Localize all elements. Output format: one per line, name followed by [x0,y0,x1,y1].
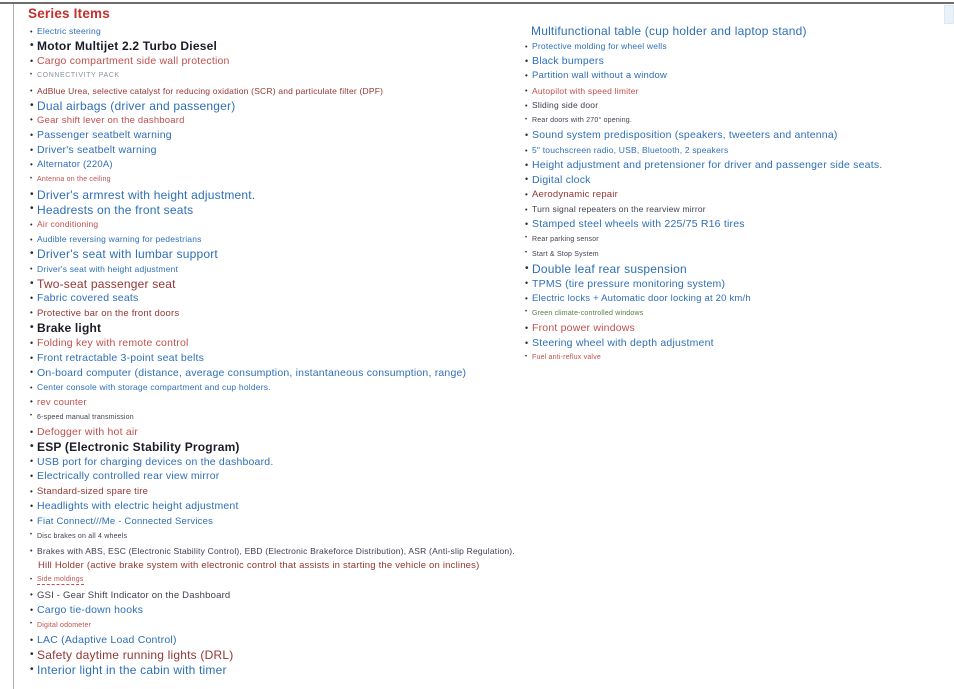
item-text: Multifunctional table (cup holder and laptop stand) [531,24,807,39]
list-item [525,202,950,217]
item-text: Green climate-controlled windows [532,309,644,317]
list-item [525,24,950,39]
item-text: Hill Holder (active brake system with electronic control that assists in starting the vehicle on inclines) [38,560,480,572]
list-item [30,128,525,143]
item-text: Electric locks + Automatic door locking at 20 km/h [532,292,751,304]
bullet-icon: • [30,383,33,393]
list-item [30,39,525,54]
list-item [525,351,950,366]
list-item [525,143,950,158]
item-text: Two-seat passenger seat [37,276,176,291]
bullet-icon: • [30,247,34,259]
bullet-icon: • [30,663,34,675]
bullet-icon: • [30,367,34,378]
bullet-icon: • [30,440,34,452]
bullet-icon: • [30,71,33,78]
item-text: Electrically controlled rear view mirror [37,470,220,483]
item-text: Fiat Connect///Me - Connected Services [37,515,214,527]
bullet-icon: • [30,486,34,496]
list-item [30,143,525,158]
list-item [30,558,525,573]
bullet-icon: • [30,277,34,289]
list-item [30,83,525,98]
top-border-divider [0,2,954,4]
list-item [30,351,525,366]
list-item [525,276,950,291]
bullet-icon: • [30,293,34,304]
item-text: Brake light [37,321,102,336]
list-item [30,499,525,514]
list-item [30,484,525,499]
list-item [525,336,950,351]
scrollbar-thumb[interactable] [944,5,954,24]
bullet-icon: • [30,203,34,215]
item-text: Protective molding for wheel wells [532,41,667,52]
item-text: Driver's seat with height adjustment [37,263,179,274]
list-item [30,425,525,440]
item-text: Disc brakes on all 4 wheels [37,532,128,540]
bullet-icon: • [525,204,528,214]
item-text: Folding key with remote control [37,336,189,349]
item-text: Brakes with ABS, ESC (Electronic Stability Control), EBD (Electronic Brakeforce Distribution), ASR (Anti-slip Regulation). [37,545,515,556]
list-item [30,202,525,217]
list-item [30,365,525,380]
bullet-icon: • [30,621,33,628]
list-item [525,69,950,84]
item-text: Steering wheel with depth adjustment [532,336,714,349]
bullet-icon: • [30,188,34,200]
item-text: Fuel anti-reflux valve [532,354,601,362]
item-text: Air conditioning [37,219,99,230]
list-item [30,276,525,291]
list-item [30,529,525,544]
bullet-icon: • [30,576,33,583]
list-item [30,410,525,425]
bullet-icon: • [30,99,34,111]
list-item [30,336,525,351]
list-item [525,232,950,247]
bullet-icon: • [525,309,528,316]
item-text: Black bumpers [532,54,605,67]
list-item [30,158,525,173]
list-item [30,187,525,202]
bullet-icon: • [30,634,34,645]
bullet-icon: • [525,116,528,123]
item-text: 6-speed manual transmission [37,413,134,421]
item-text: Gear shift lever on the dashboard [37,114,185,126]
item-text: Driver's armrest with height adjustment. [37,187,256,202]
list-item [525,262,950,277]
bullet-icon: • [30,129,34,140]
list-item [525,83,950,98]
page-title: Series Items [28,6,110,21]
item-text: Protective bar on the front doors [37,307,180,319]
bullet-icon: • [525,218,529,229]
bullet-icon: • [525,354,528,360]
list-item [30,262,525,277]
item-text: Cargo compartment side wall protection [37,54,230,67]
list-item [525,187,950,202]
list-item [30,113,525,128]
item-text: Turn signal repeaters on the rearview mirror [532,204,706,215]
bullet-icon: • [30,500,34,511]
item-text: Aerodynamic repair [532,188,618,200]
item-text: Headrests on the front seats [37,202,194,217]
item-text: Front retractable 3-point seat belts [37,351,205,364]
item-text: Side moldings [37,576,84,584]
item-text: Headlights with electric height adjustment [37,500,239,513]
list-item [30,24,525,39]
item-text: GSI - Gear Shift Indicator on the Dashboard [37,589,231,601]
item-text: Sound system predisposition (speakers, tweeters and antenna) [532,129,838,142]
item-text: Dual airbags (driver and passenger) [37,98,236,113]
list-item [30,232,525,247]
item-text: Digital odometer [37,621,92,629]
item-text: AdBlue Urea, selective catalyst for reducing oxidation (SCR) and particulate filter (DPF) [37,85,384,96]
bullet-icon: • [30,144,34,155]
list-item [525,39,950,54]
bullet-icon: • [525,101,528,111]
item-text: On-board computer (distance, average consumption, instantaneous consumption, range) [37,366,467,379]
list-item [525,113,950,128]
item-text: Rear parking sensor [532,235,599,243]
list-item [525,217,950,232]
item-text: Front power windows [532,322,636,335]
list-item [30,469,525,484]
bullet-icon: • [30,26,33,36]
bullet-icon: • [30,337,34,348]
item-text: Defogger with hot air [37,425,139,438]
list-item [525,291,950,306]
list-item [30,588,525,603]
item-text: Fabric covered seats [37,292,139,305]
bullet-icon: • [30,115,34,125]
list-item [30,321,525,336]
item-text: 5" touchscreen radio, USB, Bluetooth, 2 speakers [532,144,729,155]
bullet-icon: • [525,235,528,242]
item-text: Audible reversing warning for pedestrians [37,233,202,244]
item-text: rev counter [37,396,87,408]
list-item [30,98,525,113]
bullet-icon: • [525,293,529,303]
bullet-icon: • [30,159,34,169]
list-item [30,603,525,618]
list-item [30,54,525,69]
left-border-divider [13,4,14,689]
bullet-icon: • [30,648,34,660]
bullet-icon: • [30,175,33,182]
item-text: Cargo tie-down hooks [37,604,144,617]
list-item [30,573,525,588]
item-text: Antenna on the ceiling [37,176,111,184]
list-item [525,158,950,173]
bullet-icon: • [525,145,528,155]
list-item [30,247,525,262]
bullet-icon: • [30,234,33,244]
bullet-icon: • [525,189,529,199]
bullet-icon: • [30,352,34,363]
bullet-icon: • [525,70,529,80]
list-item [30,662,525,677]
list-item [30,395,525,410]
bullet-icon: • [525,55,529,66]
item-text: Sliding side door [532,100,599,111]
bullet-icon: • [30,264,33,274]
list-item [525,306,950,321]
feature-list-right-column [525,24,950,365]
list-item [525,98,950,113]
item-text: Autopilot with speed limiter [532,85,639,96]
list-item [30,69,525,84]
bullet-icon: • [30,456,34,467]
item-text: Double leaf rear suspension [532,261,687,276]
list-item [30,380,525,395]
item-text: Rear doors with 270° opening. [532,116,633,124]
bullet-icon: • [525,41,528,51]
feature-list-left-column [30,24,525,677]
list-item [30,217,525,232]
bullet-icon: • [30,40,34,52]
list-item [30,454,525,469]
item-text: Driver's seat with lumbar support [37,247,218,262]
bullet-icon: • [30,322,34,334]
bullet-icon: • [30,397,34,407]
item-text: ESP (Electronic Stability Program) [37,440,240,455]
bullet-icon: • [30,308,34,318]
bullet-icon: • [525,129,529,140]
bullet-icon: • [525,159,529,170]
bullet-icon: • [525,250,528,257]
item-text: Center console with storage compartment and cup holders. [37,382,271,393]
bullet-icon: • [525,262,529,274]
bullet-icon: • [525,322,529,333]
list-item [525,247,950,262]
item-text: Interior light in the cabin with timer [37,662,227,677]
list-item [30,306,525,321]
list-item [30,647,525,662]
bullet-icon: • [30,426,34,437]
item-text: TPMS (tire pressure monitoring system) [532,277,726,290]
item-text: Standard-sized spare tire [37,485,149,497]
bullet-icon: • [30,590,34,600]
bullet-icon: • [30,532,33,539]
list-item [30,544,525,559]
bullet-icon: • [525,86,528,96]
item-text: Stamped steel wheels with 225/75 R16 tires [532,218,745,231]
list-item [525,54,950,69]
bullet-icon: • [30,604,34,615]
item-text: Passenger seatbelt warning [37,129,172,142]
list-item [525,321,950,336]
list-item [30,514,525,529]
bullet-icon: • [30,86,33,96]
list-item [525,128,950,143]
item-text: Partition wall without a window [532,70,668,82]
item-text: Safety daytime running lights (DRL) [37,647,234,662]
item-text: Alternator (220A) [37,159,113,171]
item-text: CONNECTIVITY PACK [37,72,120,80]
list-item [30,618,525,633]
item-text: Driver's seatbelt warning [37,143,157,156]
list-item [30,172,525,187]
list-item [30,440,525,455]
list-item [30,291,525,306]
bullet-icon: • [30,55,34,66]
bullet-icon: • [30,471,34,482]
item-text: LAC (Adaptive Load Control) [37,633,177,646]
bullet-icon: • [525,337,529,348]
bullet-icon: • [525,278,529,289]
bullet-icon: • [30,413,33,420]
item-text: Digital clock [532,173,591,186]
list-item [525,172,950,187]
bullet-icon: • [30,546,33,556]
item-text: Height adjustment and pretensioner for driver and passenger side seats. [532,158,883,171]
bullet-icon: • [30,516,34,526]
item-text: Motor Multijet 2.2 Turbo Diesel [37,39,217,54]
bullet-icon: • [525,174,529,185]
bullet-icon: • [30,219,33,229]
item-text: Electric steering [37,26,101,37]
list-item [30,633,525,648]
item-text: Start & Stop System [532,250,599,258]
item-text: USB port for charging devices on the dashboard. [37,455,274,468]
